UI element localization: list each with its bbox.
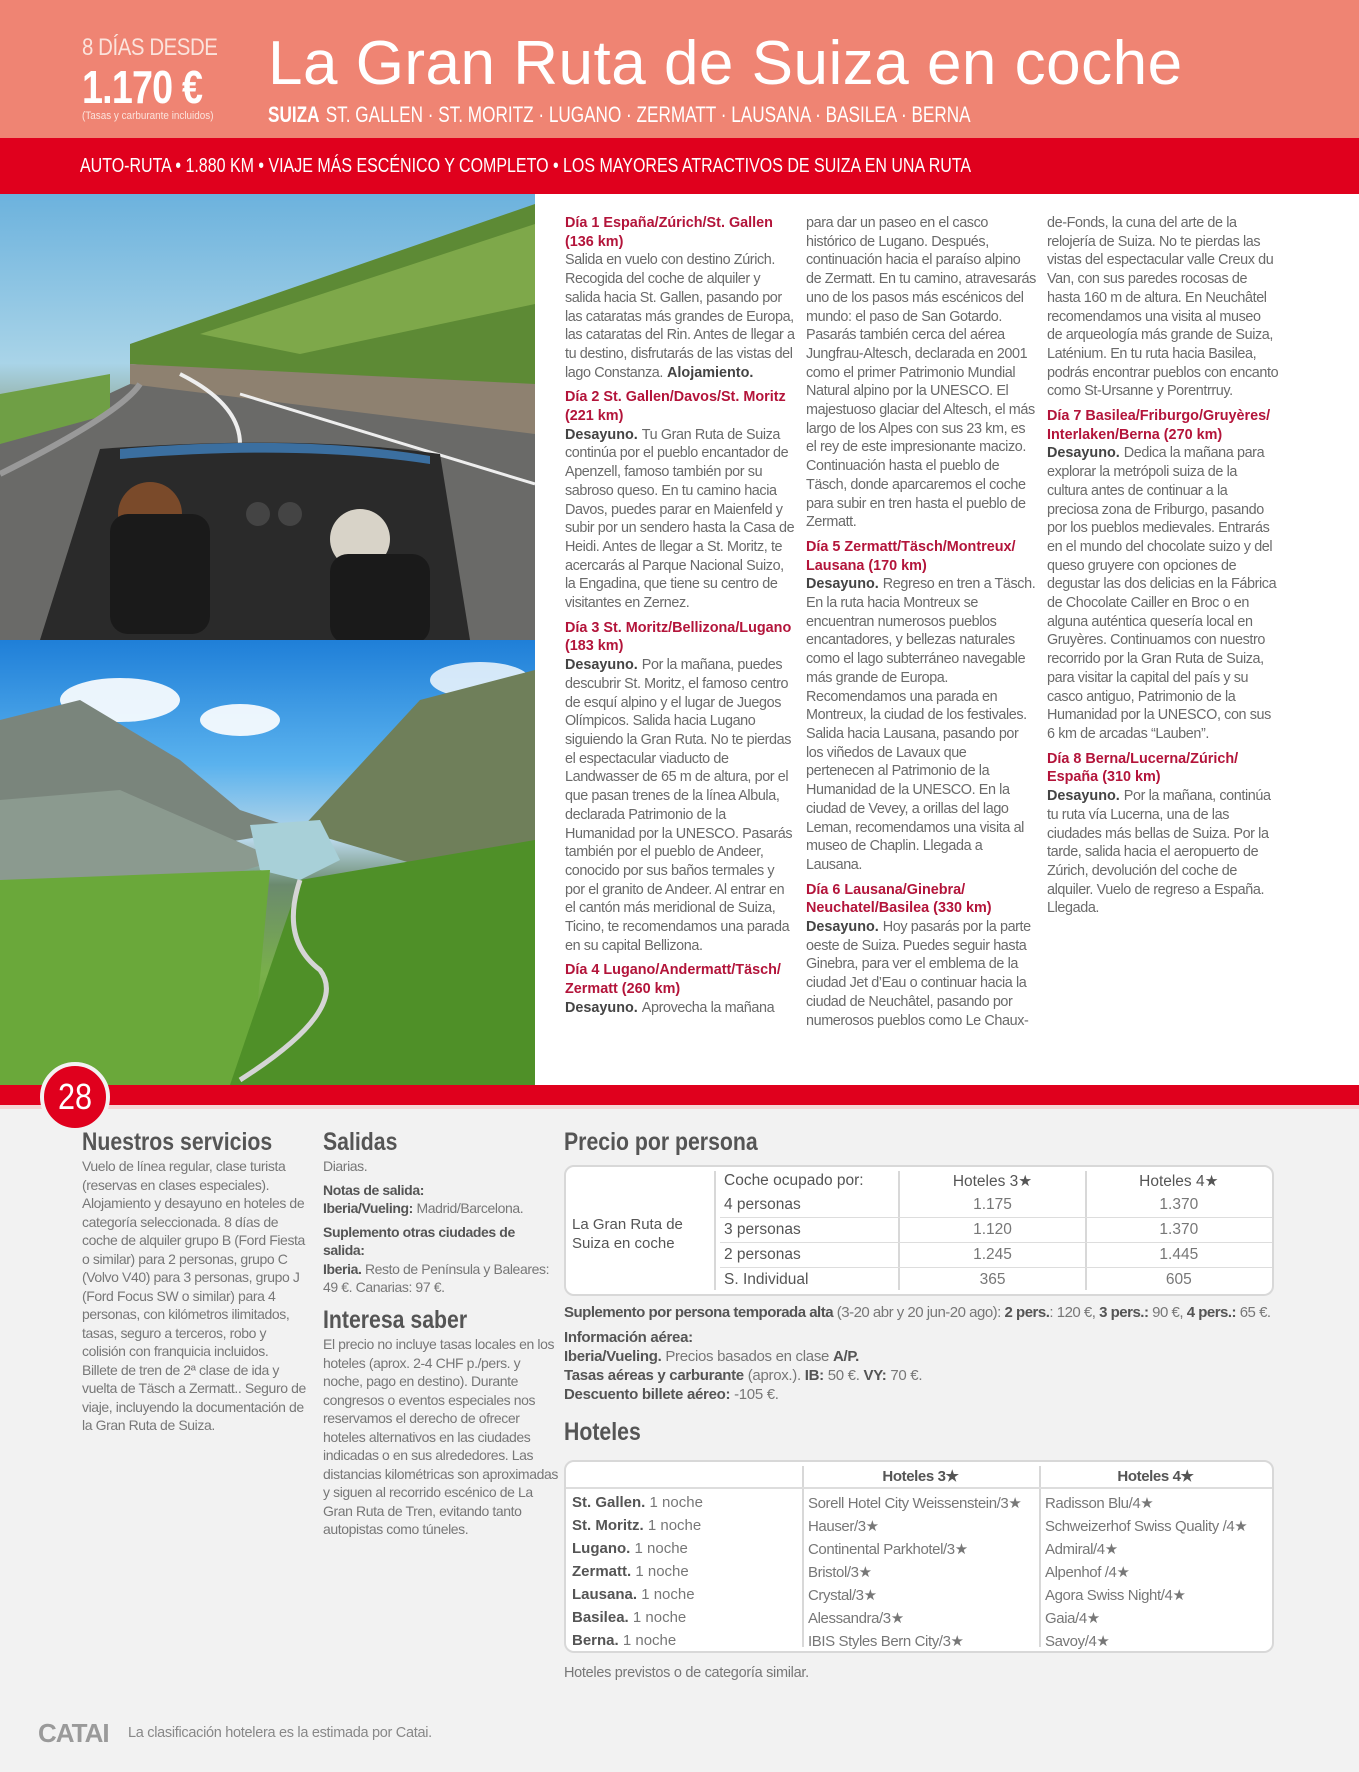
price-row — [720, 1218, 1272, 1242]
price-table — [564, 1165, 1274, 1296]
air-class-text: Precios basados en clase — [665, 1348, 830, 1365]
hotel-row — [566, 1606, 1272, 1629]
air-ib: 50 €. — [827, 1367, 860, 1384]
divider-stripe-light — [0, 1105, 1359, 1109]
price-from: 1.170 € — [82, 61, 203, 113]
hotel-4star: Savoy/4★ — [1045, 1632, 1110, 1650]
services-heading: Nuestros servicios — [82, 1128, 273, 1156]
hotel-3star: Alessandra/3★ — [808, 1609, 904, 1627]
city-name: St. Moritz. — [572, 1517, 644, 1534]
photo-convertible-road — [0, 194, 535, 640]
route-cities — [268, 102, 971, 128]
services-section — [82, 1128, 307, 1435]
air-vy-label: VY: — [863, 1367, 887, 1384]
services-text: Vuelo de línea regular, clase turista (reservas en clases especiales). Alojamiento y desayuno en hoteles de categoría seleccionada. 8 días de coche de alquiler grupo B (Ford Fiesta o similar) para 2 personas, grupo C (Volvo V40) para 3 personas, grupo J (Ford Focus SW o similar) para 4 personas, con kilómetros ilimitados, tasas, seguro a terceros, robo y colisión con franquicia incluidos. Billete de tren de 2ª clase de ida y vuelta de Täsch a Zermatt.. Seguro de viaje, incluyendo la documentación de la Gran Ruta de Suiza. — [82, 1158, 306, 1433]
itinerary-section — [535, 194, 1359, 1085]
departure-supplement-airline: Iberia. — [323, 1260, 362, 1277]
air-taxes-label: Tasas aéreas y carburante — [564, 1367, 744, 1384]
hotel-city — [566, 1632, 802, 1649]
taxes-note: (Tasas y carburante incluidos) — [82, 110, 214, 122]
price-col-header: Hoteles 3★ — [952, 1172, 1033, 1190]
departure-supplement-text: Resto de Península y Baleares: 49 €. Canarias: 97 €. — [323, 1260, 550, 1295]
hotel-4star: Gaia/4★ — [1045, 1609, 1100, 1627]
day-lead: Desayuno. — [565, 426, 638, 443]
hotel-4star: Admiral/4★ — [1045, 1540, 1118, 1558]
table-divider — [714, 1171, 716, 1290]
price-3star: 1.120 — [973, 1221, 1012, 1238]
nights: 1 noche — [647, 1517, 702, 1534]
departure-supplement — [323, 1223, 558, 1297]
highlight-banner-text: AUTO-RUTA • 1.880 KM • VIAJE MÁS ESCÉNICO Y COMPLETO • LOS MAYORES ATRACTIVOS DE SUIZA EN UNA RUTA — [80, 155, 972, 177]
departure-notes-label: Notas de salida: — [323, 1181, 424, 1198]
day-title: Día 6 Lausana/Ginebra/ Neuchatel/Basilea (330 km) — [806, 881, 992, 917]
air-class: A/P. — [832, 1348, 859, 1365]
hotel-3star: IBIS Styles Bern City/3★ — [808, 1632, 964, 1650]
departure-notes-cities: Madrid/Barcelona. — [416, 1200, 524, 1216]
hotel-row — [566, 1629, 1272, 1652]
day-lead: Desayuno. — [806, 576, 879, 593]
supplement-3p-label: 3 pers.: — [1099, 1304, 1149, 1321]
price-row-label: 2 personas — [724, 1246, 801, 1263]
hotels-table — [564, 1460, 1274, 1653]
price-3star: 1.245 — [973, 1246, 1012, 1263]
itinerary-day-8 — [1047, 750, 1279, 918]
hotel-4star: Schweizerhof Swiss Quality /4★ — [1045, 1517, 1248, 1535]
price-4star: 1.370 — [1159, 1196, 1199, 1213]
hotel-city — [566, 1494, 802, 1511]
footer-note: La clasificación hotelera es la estimada por Catai. — [128, 1725, 432, 1741]
itinerary-day-5 — [806, 538, 1038, 875]
itinerary-column-3 — [1047, 214, 1279, 924]
nights: 1 noche — [641, 1586, 695, 1603]
good-to-know-text: El precio no incluye tasas locales en los hoteles (aprox. 2-4 CHF p./pers. y noche, pago en destino). Durante congresos o eventos especiales nos reservamos el derecho de ofrecer hoteles alternativos en las ciudades indicadas o en sus alrededores. Las distancias kilométricas son aproximadas y siguen al recorrido escénico de La Gran Ruta de Tren, evitando tanto autopistas como túneles. — [323, 1336, 558, 1537]
itinerary-day-6 — [806, 881, 1038, 1031]
price-row-label: 4 personas — [724, 1196, 801, 1213]
high-season-supplement — [564, 1304, 1284, 1321]
city-name: Basilea. — [572, 1609, 629, 1626]
nights: 1 noche — [622, 1632, 677, 1649]
day-title: Día 4 Lugano/Andermatt/Täsch/ Zermatt (260 km) — [565, 962, 781, 998]
day-text: Tu Gran Ruta de Suiza continúa por el pueblo encantador de Apenzell, famoso también por su sabroso queso. En tu camino hacia Davos, puedes parar en Maienfeld y subir por un sendero hasta la Casa de Heidi. Antes de llegar a St. Moritz, te acercarás al Parque Nacional Suizo, la Engadina, que tiene su centro de visitantes en Zernez. — [565, 426, 795, 612]
day-lead: Desayuno. — [1047, 788, 1120, 805]
city-name: Berna. — [572, 1632, 619, 1649]
air-taxes-approx: (aprox.). — [747, 1367, 801, 1384]
supplement-label: Suplemento por persona temporada alta — [564, 1304, 834, 1321]
alpine-valley-illustration — [0, 640, 535, 1085]
supplement-2p: : 120 €, — [1049, 1304, 1096, 1321]
nights: 1 noche — [634, 1540, 688, 1557]
country-label: SUIZA — [268, 102, 320, 127]
hotel-city — [566, 1563, 802, 1580]
day-lead: Desayuno. — [806, 919, 879, 936]
hotel-4star: Alpenhof /4★ — [1045, 1563, 1130, 1581]
itinerary-day-1 — [565, 214, 797, 382]
header-divider — [566, 1487, 1272, 1489]
city-name: Lausana. — [572, 1586, 638, 1603]
page-number: 28 — [57, 1076, 93, 1117]
air-discount: -105 €. — [734, 1386, 779, 1403]
hotel-row — [566, 1491, 1272, 1514]
price-header-row — [720, 1169, 1272, 1193]
price-col-header: Hoteles 4★ — [1139, 1172, 1219, 1190]
hotel-city — [566, 1517, 802, 1534]
hotel-row — [566, 1514, 1272, 1537]
supplement-3p: 90 €, — [1152, 1304, 1184, 1321]
day-lead: Desayuno. — [565, 657, 638, 674]
itinerary-day-4 — [565, 961, 797, 1017]
departure-notes-airline: Iberia/Vueling: — [323, 1200, 413, 1216]
hotels-col-header: Hoteles 3★ — [882, 1467, 959, 1485]
hotel-3star: Crystal/3★ — [808, 1586, 877, 1604]
air-discount-label: Descuento billete aéreo: — [564, 1386, 731, 1403]
day-title: Día 8 Berna/Lucerna/Zúrich/ España (310 km) — [1047, 750, 1239, 786]
itinerary-day-3 — [565, 619, 797, 956]
price-4star: 605 — [1165, 1271, 1192, 1288]
city-name: Zermatt. — [572, 1563, 632, 1580]
day-text: Regreso en tren a Täsch. En la ruta hacia Montreux se encuentran numerosos pueblos encantadores, y bellezas naturales como el lago subterráneo navegable más grande de Europa. Recomendamos una parada en Montreux, la ciudad de los festivales. Salida hacia Lausana, pasando por los viñedos de Lavaux que pertenecen al Patrimonio de la Humanidad de la UNESCO. En la ciudad de Vevey, a orillas del lago Leman, recomendamos una visita al museo de Chaplin. Llegada a Lausana. — [806, 576, 1036, 873]
price-row — [720, 1193, 1272, 1217]
hotel-3star: Bristol/3★ — [808, 1563, 872, 1581]
hotel-row — [566, 1537, 1272, 1560]
hotel-row — [566, 1583, 1272, 1606]
page-header — [0, 0, 1359, 138]
nights: 1 noche — [635, 1563, 689, 1580]
price-row-label: 3 personas — [724, 1221, 801, 1238]
price-3star: 365 — [979, 1271, 1006, 1288]
air-info-heading: Información aérea: — [564, 1329, 693, 1346]
day-title: Día 3 St. Moritz/Bellizona/Lugano (183 km) — [565, 619, 792, 655]
itinerary-day-6-cont — [1047, 214, 1279, 401]
departures-text: Diarias. — [323, 1158, 368, 1174]
air-ib-label: IB: — [804, 1367, 824, 1384]
air-info — [564, 1328, 1284, 1404]
day-text: Por la mañana, puedes descubrir St. Moritz, el famoso centro de esquí alpino y el lugar de Juegos Olímpicos. Salida hacia Lugano siguiendo la Gran Ruta. No te pierdas el espectacular viaducto de Landwasser de 65 m de altura, por el que pasan trenes de la línea Albula, declarada Patrimonio de la Humanidad por la UNESCO. Pasarás también por el pueblo de Andeer, conocido por sus baños termales y por el granito de Andeer. Al entrar en el cantón más meridional de Suiza, Ticino, te recomendamos una parada en su capital Bellizona. — [565, 657, 793, 954]
itinerary-day-4-cont — [806, 214, 1038, 532]
day-title: Día 2 St. Gallen/Davos/St. Moritz (221 km) — [565, 389, 786, 425]
itinerary-column-2 — [806, 214, 1038, 1036]
divider-stripe — [0, 1085, 1359, 1105]
hotel-city — [566, 1586, 802, 1603]
page-title: La Gran Ruta de Suiza en coche — [268, 29, 1183, 98]
hotels-heading: Hoteles — [564, 1418, 641, 1446]
hotels-header-row — [566, 1464, 1272, 1487]
air-airline: Iberia/Vueling. — [564, 1348, 662, 1365]
day-text: Salida en vuelo con destino Zúrich. Recogida del coche de alquiler y salida hacia St. Gallen, pasando por las cataratas más grandes de Europa, las cataratas del Rin. Antes de llegar a tu destino, disfrutarás de las vistas del lago Constanza. — [565, 252, 795, 381]
page-number-badge — [40, 1062, 110, 1132]
departure-notes — [323, 1181, 558, 1218]
hotels-col-header: Hoteles 4★ — [1117, 1467, 1194, 1485]
day-lead: Desayuno. — [565, 999, 638, 1016]
hotels-note: Hoteles previstos o de categoría similar. — [564, 1665, 809, 1681]
city-name: Lugano. — [572, 1540, 631, 1557]
days-from-label: 8 DÍAS DESDE — [82, 34, 218, 61]
price-row — [720, 1243, 1272, 1267]
hotel-row — [566, 1560, 1272, 1583]
price-3star: 1.175 — [973, 1196, 1012, 1213]
supplement-4p-label: 4 pers.: — [1186, 1304, 1237, 1321]
itinerary-day-7 — [1047, 407, 1279, 744]
itinerary-column-1 — [565, 214, 797, 1024]
supplement-2p-label: 2 pers. — [1004, 1304, 1050, 1321]
price-col-header: Coche ocupado por: — [724, 1172, 864, 1189]
day-text: para dar un paseo en el casco histórico de Lugano. Después, continuación hacia el paraíso alpino de Zermatt. En tu camino, atravesarás uno de los pasos más escénicos del mundo: el paso de San Gotardo. Pasarás también cerca del aérea Jungfrau-Altesch, declarada en 2001 como el primer Patrimonio Mundial Natural alpino por la UNESCO. El majestuoso glaciar del Altesch, el más largo de los Alpes con sus 23 km, es el rey de este impresionante macizo. Continuación hasta el pueblo de Täsch, donde aparcaremos el coche para subir en tren hasta el pueblo de Zermatt. — [806, 215, 1036, 531]
price-4star: 1.370 — [1159, 1221, 1199, 1238]
air-vy: 70 €. — [890, 1367, 923, 1384]
supplement-4p: 65 €. — [1239, 1304, 1271, 1321]
price-route-name: La Gran Ruta de Suiza en coche — [572, 1216, 683, 1252]
departures-heading: Salidas — [323, 1128, 398, 1156]
supplement-dates: (3-20 abr y 20 jun-20 ago): — [836, 1304, 1001, 1321]
nights: 1 noche — [649, 1494, 703, 1511]
convertible-car-illustration — [0, 194, 535, 640]
hotel-city — [566, 1609, 802, 1626]
photo-alpine-valley — [0, 640, 535, 1085]
day-text: Aprovecha la mañana — [641, 999, 775, 1016]
day-tail: Alojamiento. — [667, 364, 754, 381]
price-row-label: S. Individual — [724, 1271, 809, 1288]
hotel-3star: Continental Parkhotel/3★ — [808, 1540, 968, 1558]
day-title: Día 5 Zermatt/Täsch/Montreux/ Lausana (170 km) — [806, 538, 1016, 574]
day-lead: Desayuno. — [1047, 445, 1120, 462]
city-name: St. Gallen. — [572, 1494, 646, 1511]
good-to-know-heading: Interesa saber — [323, 1306, 468, 1334]
day-text: de-Fonds, la cuna del arte de la relojería de Suiza. No te pierdas las vistas del espectacular valle Creux du Van, con sus paredes rocosas de hasta 160 m de altura. En Neuchâtel recomendamos una visita al museo de arqueología más grande de Suiza, Laténium. En tu ruta hacia Basilea, podrás encontrar pueblos con encanto como St-Ursanne y Porentrruy. — [1047, 215, 1279, 400]
hotel-3star: Sorell Hotel City Weissenstein/3★ — [808, 1494, 1022, 1512]
day-text: Dedica la mañana para explorar la metrópoli suiza de la cultura antes de continuar a la preciosa zona de Friburgo, pasando por los pueblos medievales. Entrarás en el mundo del chocolate suizo y del queso gruyere con opciones de degustar las dos delicias en la Fábrica de Chocolate Cailler en Broc o en alguna auténtica quesería local en Gruyères. Continuamos con nuestro recorrido por la Gran Ruta de Suiza, para visitar la capital del país y su casco antiguo, Patrimonio de la Humanidad por la UNESCO, con sus 6 km de arcadas “Lauben”. — [1047, 445, 1277, 742]
cities-list: ST. GALLEN · ST. MORITZ · LUGANO · ZERMATT · LAUSANA · BASILEA · BERNA — [325, 102, 971, 127]
hotel-4star: Agora Swiss Night/4★ — [1045, 1586, 1186, 1604]
day-title: Día 1 España/Zúrich/St. Gallen (136 km) — [565, 215, 773, 250]
catai-logo: CATAI — [38, 1718, 109, 1748]
hotel-3star: Hauser/3★ — [808, 1517, 879, 1535]
departure-supplement-label: Suplemento otras ciudades de salida: — [323, 1223, 515, 1258]
day-text: Hoy pasarás por la parte oeste de Suiza. Puedes seguir hasta Ginebra, para ver el emblema de la ciudad Jet d’Eau o continuar hacia la ciudad de Neuchâtel, pasando por numerosos pueblos como Le Chaux- — [806, 919, 1031, 1029]
hotel-4star: Radisson Blu/4★ — [1045, 1494, 1154, 1512]
departures-section — [323, 1128, 558, 1302]
nights: 1 noche — [632, 1609, 687, 1626]
itinerary-day-2 — [565, 388, 797, 612]
price-row — [720, 1268, 1272, 1292]
hotel-city — [566, 1540, 802, 1557]
price-heading: Precio por persona — [564, 1128, 758, 1156]
price-4star: 1.445 — [1159, 1246, 1199, 1263]
day-title: Día 7 Basilea/Friburgo/Gruyères/ Interlaken/Berna (270 km) — [1047, 408, 1271, 443]
day-text: Por la mañana, continúa tu ruta vía Lucerna, una de las ciudades más bellas de Suiza. Por la tarde, salida hacia el aeropuerto de Zúrich, devolución del coche de alquiler. Vuelo de regreso a España. Llegada. — [1047, 788, 1271, 917]
good-to-know-section — [323, 1306, 558, 1539]
